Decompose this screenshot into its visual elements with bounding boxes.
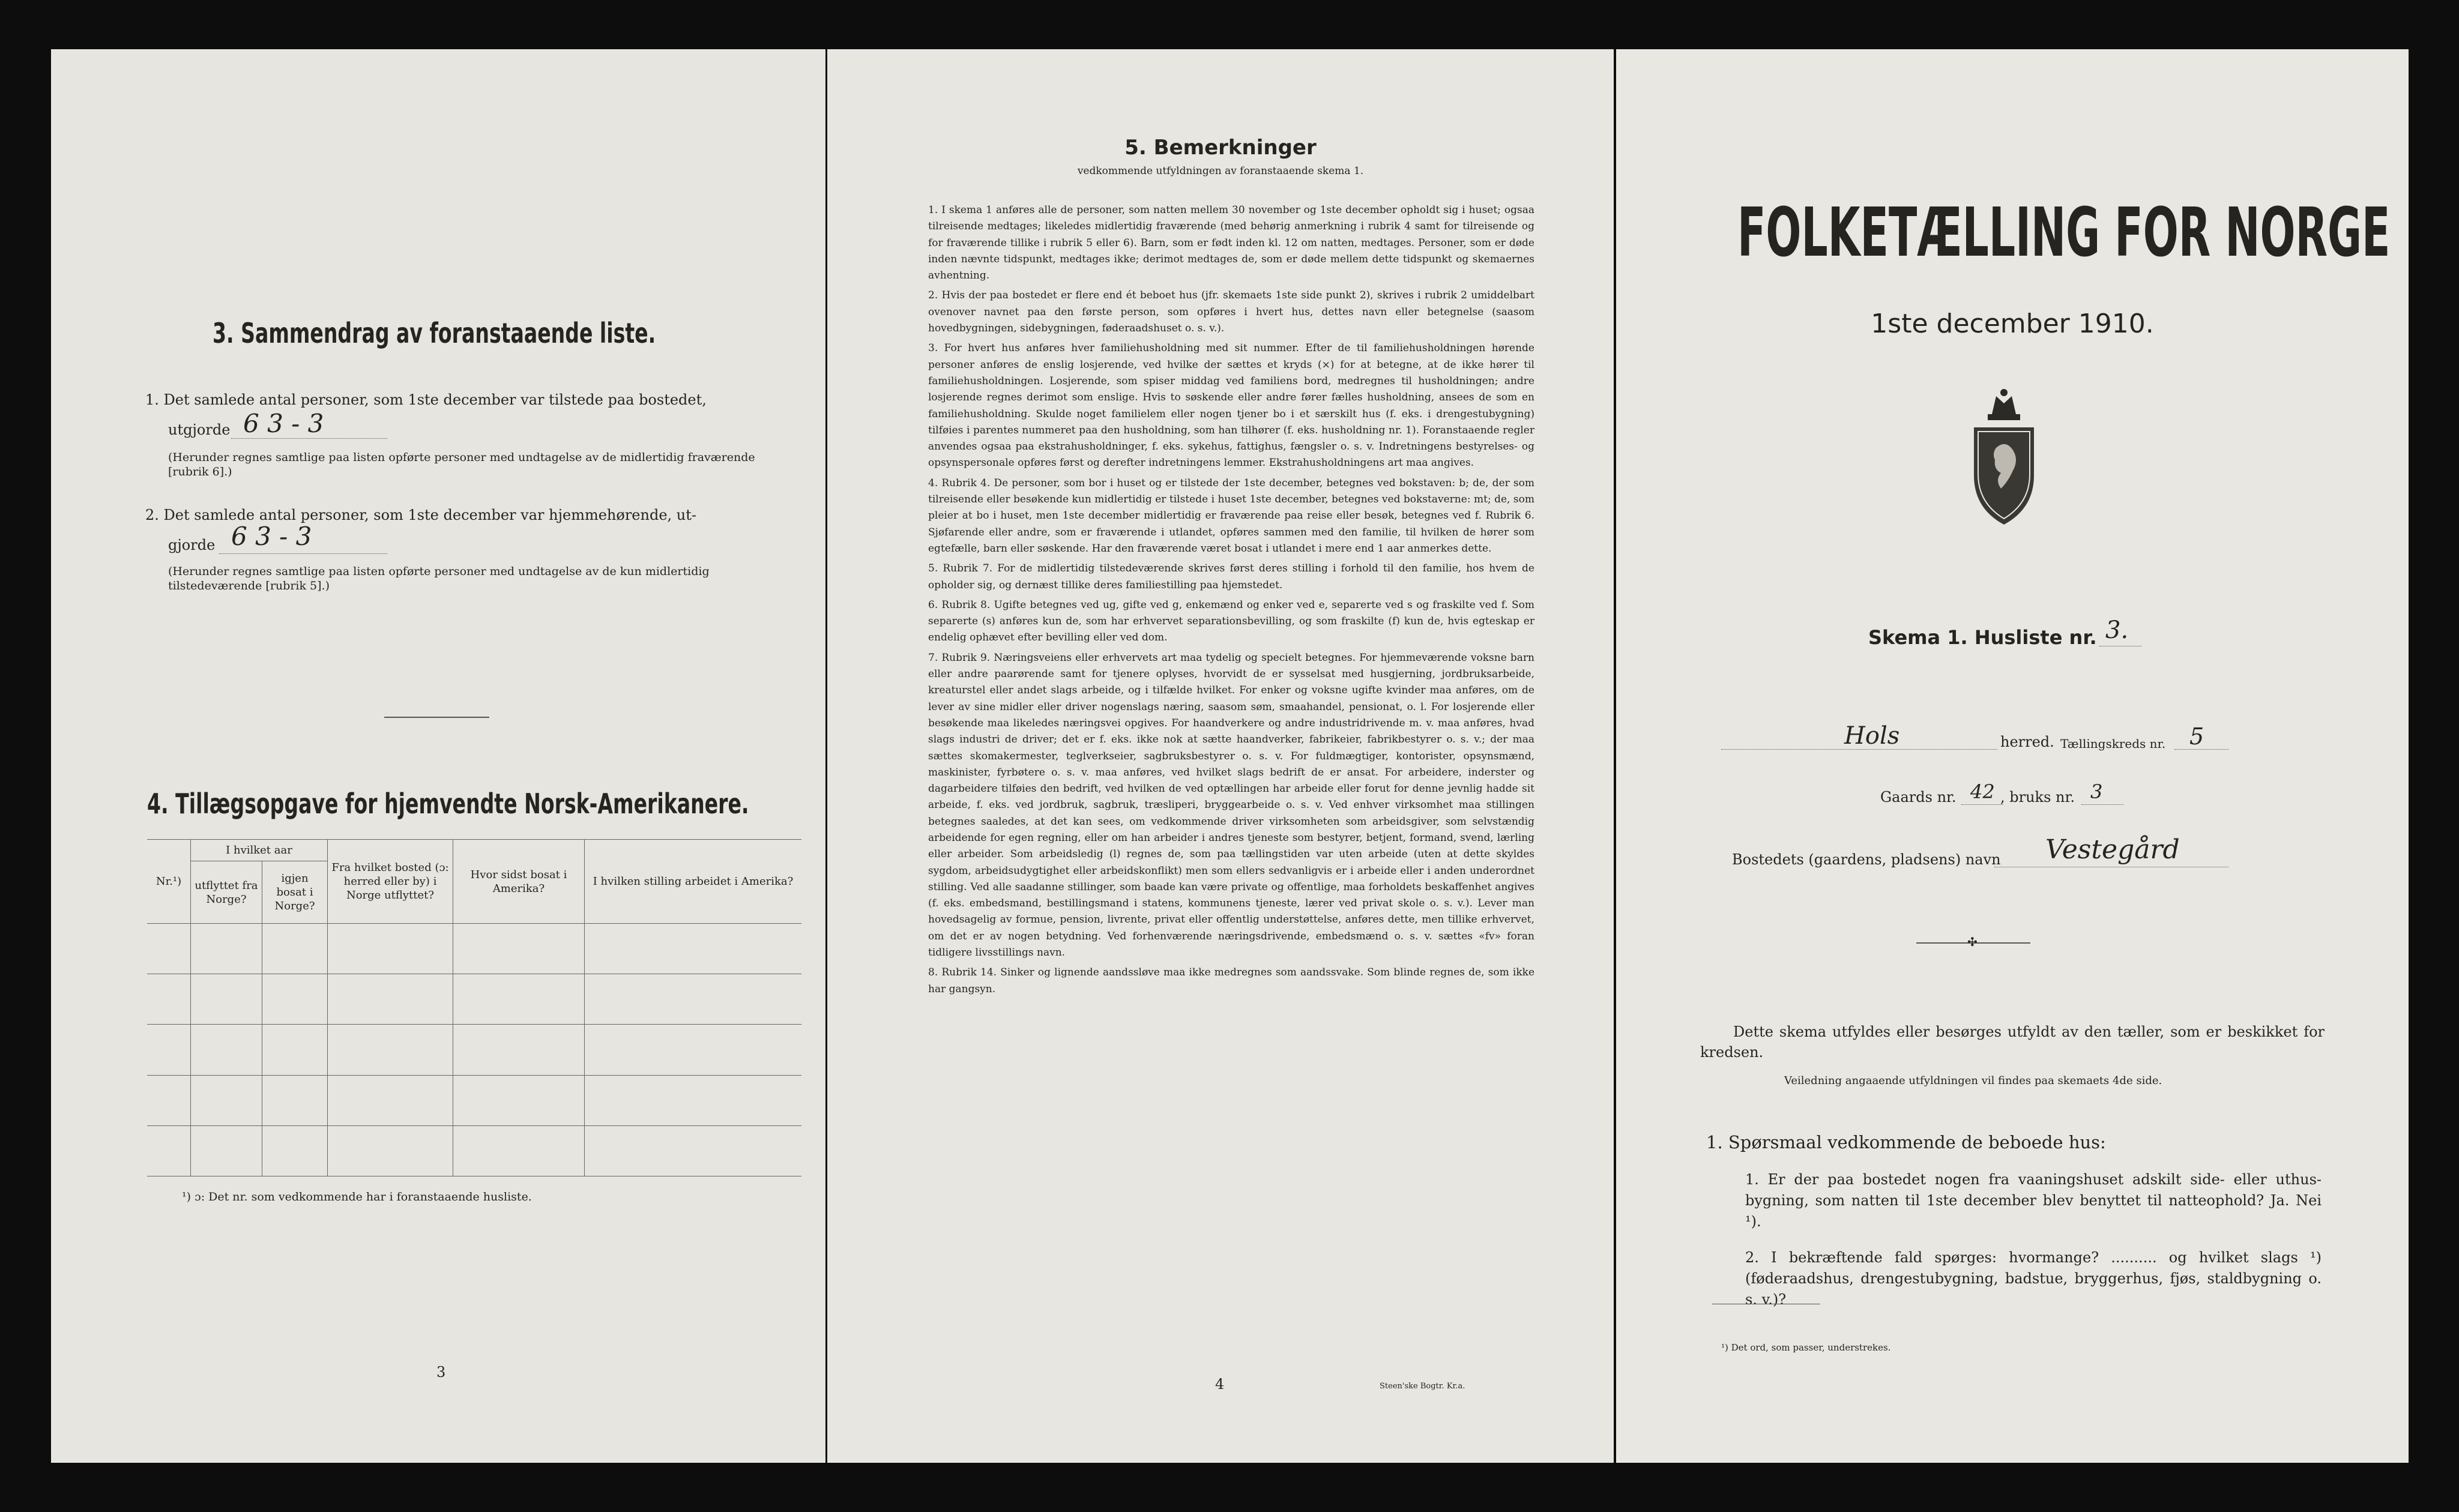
husliste-number: 3. (2105, 616, 2129, 644)
bosted-value: Vestegård (2045, 834, 2180, 865)
table-footnote: ¹) ɔ: Det nr. som vedkommende har i foranstaaende husliste. (182, 1190, 532, 1203)
bemerkninger-title: 5. Bemerkninger (1124, 136, 1317, 160)
table-row (147, 1125, 801, 1176)
col-a-header: utflyttet fra Norge? (191, 861, 262, 924)
section-3-title: 3. Sammendrag av foranstaaende liste. (213, 317, 656, 349)
divider (384, 717, 489, 718)
bosted-label: Bostedets (gaardens, pladsens) navn (1732, 851, 2001, 868)
summary-item-1-value: 6 3 - 3 (243, 409, 324, 438)
instruction-text: Dette skema utfyldes eller besørges utfyldt av den tæller, som er beskikket for kredsen. (1700, 1023, 2325, 1061)
left-page (51, 49, 825, 1463)
coat-of-arms-icon (1965, 385, 2043, 529)
note-2: 2. Hvis der paa bostedet er flere end ét beboet hus (jfr. skemaets 1ste side punkt 2), skrives i rubrik 2 umiddelbart ovenover navnet paa den første person, som opføres i hvert hus, dettes navn eller betegnelse (saasom hovedbygningen, sidebygningen, føderaadshuset o. s. v.). (928, 289, 1534, 335)
herred-value: Hols (1844, 722, 1900, 750)
col-b-header: igjen bosat i Norge? (262, 861, 328, 924)
note-5: 5. Rubrik 7. For de midlertidig tilstedeværende skrives først deres stilling i forhold til den familie, hos hvem de opholder sig, og dernæst tillike deres familiestilling paa hjemstedet. (928, 562, 1534, 591)
middle-page (827, 49, 1614, 1463)
printer-mark: Steen'ske Bogtr. Kr.a. (1380, 1382, 1465, 1391)
norsk-amerikanere-table (147, 839, 801, 1176)
summary-item-2-label: gjorde (168, 537, 216, 553)
kreds-line (2174, 749, 2228, 750)
kreds-value: 5 (2189, 723, 2204, 750)
census-date: 1ste december 1910. (1871, 309, 2154, 339)
note-8: 8. Rubrik 14. Sinker og lignende aandssløve maa ikke medregnes som aandssvake. Som blinde regnes de, som ikke har gangsyn. (928, 966, 1534, 995)
table-row (147, 1025, 801, 1075)
question-1: 1. Er der paa bostedet nogen fra vaaningshuset adskilt side- eller uthus-bygning, som natten til 1ste december blev benyttet til natteophold? Ja. Nei ¹). (1745, 1171, 2322, 1230)
summary-item-1-line (231, 438, 387, 439)
col-group-header: I hvilket aar (191, 840, 328, 861)
note-7: 7. Rubrik 9. Næringsveiens eller erhvervets art maa tydelig og specielt betegnes. For hjemmeværende voksne barn eller andre paarørende samt for tjenere oplyses, hvorvidt de er sysselsat med husgjerning, jordbruksarbeide, kreaturstel eller andet slags arbeide, og i tilfælde hvilket. For enker og voksne ugifte kvinder maa anføres, om de lever av sine midler eller driver nogenslags næring, saasom søm, smaahandel, pensionat, o. l. For losjerende eller besøkende maa likeledes næringsvei opgives. For haandverkere og andre industridrivende m. v. maa anføres, hvad slags industri de driver; det er f. eks. ikke nok at sætte haandverker, fabrikeier, fabrikbestyrer o. s. v.; der maa sættes skomakermester, teglverkseier, sagbruksbestyrer o. s. v. For fuldmægtiger, kontorister, opsynsmænd, maskinister, fyrbøtere o. s. v. maa anføres, ved hvilket slags bedrift de er ansat. For arbeidere, inderster og dagarbeidere tilføies den bedrift, ved hvilken de ved optællingen har arbeide eller forut for denne jevnlig hadde sit arbeide, f. eks. ved jordbruk, sagbruk, træsliperi, bryggearbeide o. s. v. Ved enhver virksomhet maa stillingen betegnes saaledes, at det kan sees, om vedkommende driver virksomheten som arbeidsgiver, som selvstændig arbeidende for egen regning, eller om han arbeider i andres tjeneste som bestyrer, betjent, formand, svend, lærling eller arbeider. Som arbeidsledig (l) regnes de, som paa tællingstiden var uten arbeide (uten at dette skyldes sygdom, arbeidsudygtighet eller arbeidskonflikt) men som ellers sedvanligvis er i arbeide eller i anden underordnet stilling. Ved alle saadanne stillinger, som baade kan være private og offentlige, maa forholdets beskaffenhet angives (f. eks. embedsmand, bestillingsmand i statens, kommunens tjeneste, lærer ved privat skole o. s. v.). Lever man hovedsagelig av formue, pension, livrente, privat eller offentlig understøttelse, anføres dette, men tillike erhvervet, om det er av nogen betydning. Ved forhenværende næringsdrivende, embedsmænd o. s. v. sættes «fv» foran tidligere livsstillings navn. (928, 651, 1534, 959)
summary-item-2: 2. Det samlede antal personer, som 1ste december var hjemmehørende, ut- (145, 507, 696, 523)
bruks-line (2081, 804, 2123, 805)
table-row (147, 974, 801, 1025)
question-2: 2. I bekræftende fald spørges: hvormange? .......... og hvilket slags ¹) (føderaadshus, drengestubygning, badstue, bryggerhus, fjøs, staldbygning o. s. v.)? (1745, 1249, 2322, 1308)
summary-item-2-line (219, 553, 387, 554)
ornament-icon: ✣ (1967, 935, 1978, 949)
col-nr-header: Nr.¹) (147, 840, 191, 924)
summary-item-2-note: (Herunder regnes samtlige paa listen opførte personer med undtagelse av de kun midlertidig tilstedeværende [rubrik 5].) (168, 565, 710, 592)
note-4: 4. Rubrik 4. De personer, som bor i huset og er tilstede der 1ste december, betegnes ved bokstaven: b; de, der som tilreisende eller besøkende kun midlertidig er tilstede i huset 1ste december, betegnes ved bokstaverne: mt; de, som pleier at bo i huset, men 1ste december midlertidig er fraværende paa reise eller besøk, betegnes ved f. Rubrik 6. Sjøfarende eller andre, som er fraværende i utlandet, opføres sammen med den familie, til hvilken de hører som egtefælle, barn eller søskende. Har den fraværende været bosat i utlandet i mere end 1 aar anmerkes dette. (928, 477, 1534, 555)
questions-heading: 1. Spørsmaal vedkommende de beboede hus: (1706, 1132, 2106, 1152)
note-6: 6. Rubrik 8. Ugifte betegnes ved ug, gifte ved g, enkemænd og enker ved e, separerte ved s og fraskilte ved f. Som separerte (s) anføres kun de, som har erhvervet separationsbevilling, og som fraskilte (f) kun de, hvis egteskap er endelig ophævet efter bevilling eller ved dom. (928, 598, 1534, 644)
bruks-label: , bruks nr. (2000, 789, 2075, 806)
right-footnote: ¹) Det ord, som passer, understrekes. (1721, 1342, 1891, 1353)
herred-label: herred. (2000, 733, 2054, 750)
page-number-4: 4 (1215, 1376, 1225, 1393)
col-e-header: I hvilken stilling arbeidet i Amerika? (585, 840, 802, 924)
bemerkninger-notes (928, 202, 1534, 998)
bemerkninger-subtitle: vedkommende utfyldningen av foranstaaende skema 1. (1077, 165, 1364, 177)
note-3: 3. For hvert hus anføres hver familiehusholdning med sit nummer. Efter de til familiehusholdningen hørende personer anføres de enslig losjerende, ved hvilke der sættes et kryds (×) for at betegne, at de ikke hører til familiehusholdningen. Losjerende, som spiser middag ved familiens bord, medregnes til husholdningen; andre losjerende regnes derimot som enslige. Hvis to søskende eller andre fører fælles husholdning, ansees de som en familiehusholdning. Skulde noget familielem eller nogen tjener bo i et særskilt hus (f. eks. i drengestubygning) tilføies i parentes nummeret paa den husholdning, som han tilhører (f. eks. husholdning nr. 1). Foranstaaende regler anvendes ogsaa paa ekstrahusholdninger, f. eks. sykehus, fattighus, fængsler o. s. v. Indretningens bestyrelses- og opsynspersonale opføres først og derefter indretningens lemmer. Ekstrahusholdningens art maa angives. (928, 342, 1534, 469)
col-d-header: Hvor sidst bosat i Amerika? (453, 840, 585, 924)
census-title: FOLKETÆLLING FOR NORGE (1737, 194, 2391, 272)
summary-item-2-value: 6 3 - 3 (231, 522, 312, 551)
summary-item-1-note: (Herunder regnes samtlige paa listen opførte personer med undtagelse av de midlertidig fraværende [rubrik 6].) (168, 451, 755, 478)
schema-label: Skema 1. Husliste nr. (1868, 626, 2097, 649)
bruks-value: 3 (2090, 780, 2103, 803)
guidance-text: Veiledning angaaende utfyldningen vil findes paa skemaets 4de side. (1784, 1074, 2162, 1087)
kreds-label: Tællingskreds nr. (2060, 736, 2166, 751)
table-row (147, 924, 801, 974)
section-4-title: 4. Tillægsopgave for hjemvendte Norsk-Amerikanere. (147, 788, 749, 820)
summary-item-1-label: utgjorde (168, 421, 231, 438)
gaards-line (1961, 804, 2003, 805)
note-1: 1. I skema 1 anføres alle de personer, som natten mellem 30 november og 1ste december opholdt sig i huset; ogsaa tilreisende medtages; likeledes midlertidig fraværende (med behørig anmerkning i rubrik 4 samt for tilreisende og for fraværende tillike i rubrik 5 eller 6). Barn, som er født inden kl. 12 om natten, medtages. Personer, som er døde inden nævnte tidspunkt, medtages ikke; derimot medtages de, som er døde mellem dette tidspunkt og skemaernes avhentning. (928, 204, 1534, 282)
col-c-header: Fra hvilket bosted (ɔ: herred eller by) i Norge utflyttet? (328, 840, 453, 924)
page-number-3: 3 (436, 1364, 446, 1381)
table-row (147, 1075, 801, 1125)
gaards-label: Gaards nr. (1880, 789, 1957, 806)
right-page (1616, 49, 2409, 1463)
summary-item-1: 1. Det samlede antal personer, som 1ste december var tilstede paa bostedet, (145, 391, 707, 408)
gaards-value: 42 (1970, 780, 1995, 803)
